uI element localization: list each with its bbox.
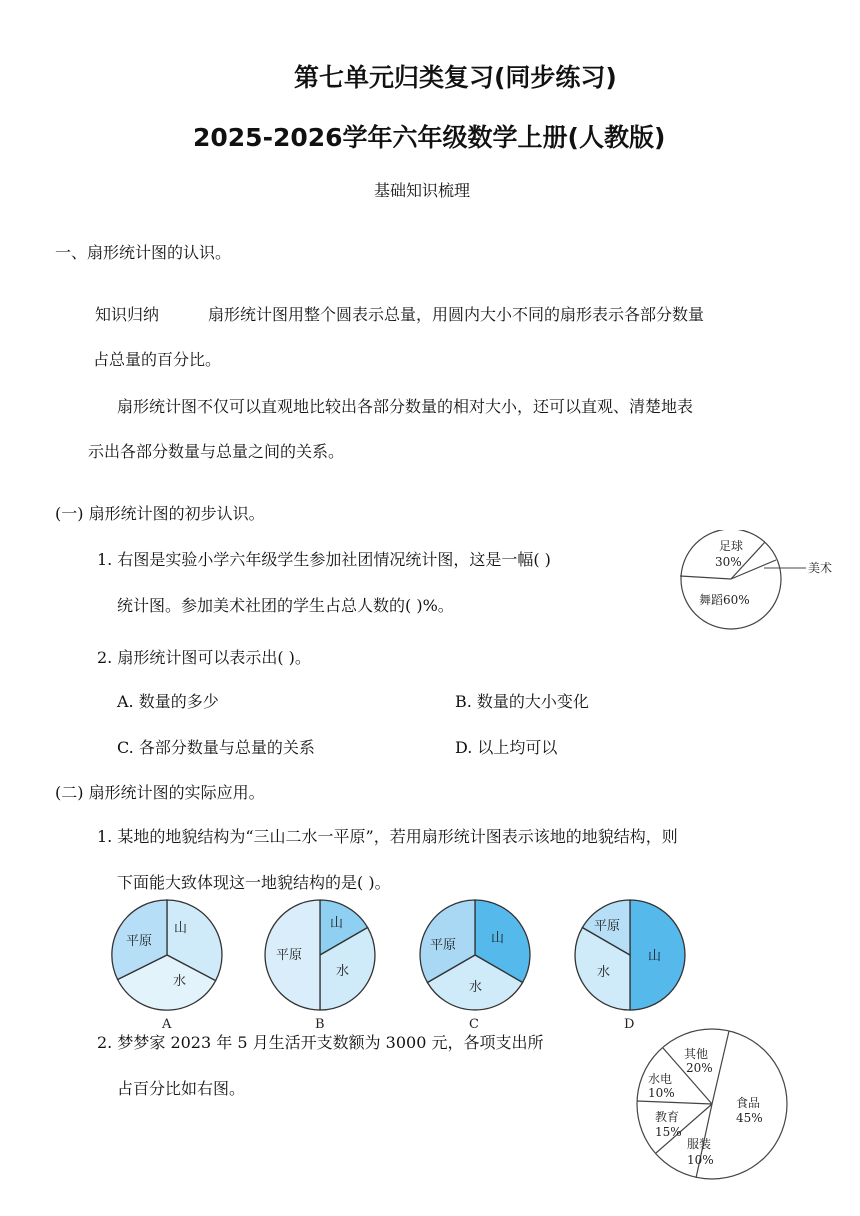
expense-pie-chart xyxy=(630,1025,830,1181)
question-text: 占百分比如右图。 xyxy=(117,1079,246,1098)
page-title-line1: 第七单元归类复习(同步练习) xyxy=(294,63,617,92)
club-pie-chart xyxy=(672,530,842,630)
pie-a-label-shan: 山 xyxy=(174,921,188,936)
expense-label-clothing-pct: 10% xyxy=(687,1153,714,1167)
expense-label-education: 教育 xyxy=(655,1110,680,1124)
terrain-pie-c xyxy=(420,900,530,1032)
pie-d-label-shan: 山 xyxy=(648,949,662,964)
expense-label-food: 食品 xyxy=(736,1096,761,1110)
question-text: 统计图。参加美术社团的学生占总人数的( )%。 xyxy=(117,596,454,615)
pie-b-label-shui: 水 xyxy=(336,964,350,979)
pie-b-label-pingyuan: 平原 xyxy=(276,948,303,963)
page-subtitle: 基础知识梳理 xyxy=(374,181,471,200)
club-pie-label-football: 足球 xyxy=(719,539,744,553)
knowledge-text: 占总量的百分比。 xyxy=(93,350,222,369)
expense-label-other: 其他 xyxy=(684,1047,709,1061)
option-c: C. 各部分数量与总量的关系 xyxy=(117,738,315,757)
terrain-pies xyxy=(100,892,700,1034)
part-heading: (二) 扇形统计图的实际应用。 xyxy=(55,783,265,802)
knowledge-text: 示出各部分数量与总量之间的关系。 xyxy=(88,442,345,461)
pie-a-label-shui: 水 xyxy=(173,974,187,989)
question-text: 1. 某地的地貌结构为“三山二水一平原”，若用扇形统计图表示该地的地貌结构，则 xyxy=(97,827,678,846)
expense-label-other-pct: 20% xyxy=(686,1061,713,1075)
question-text: 下面能大致体现这一地貌结构的是( )。 xyxy=(117,873,391,892)
page-title-line2: 2025-2026学年六年级数学上册(人教版) xyxy=(193,123,666,152)
pie-c-caption: C xyxy=(469,1017,479,1032)
question-text: 2. 梦梦家 2023 年 5 月生活开支数额为 3000 元，各项支出所 xyxy=(97,1033,544,1052)
section-heading: 一、扇形统计图的认识。 xyxy=(55,243,232,262)
option-b: B. 数量的大小变化 xyxy=(455,692,589,711)
expense-label-clothing: 服装 xyxy=(687,1137,712,1151)
pie-c-label-shan: 山 xyxy=(491,931,505,946)
pie-b-label-shan: 山 xyxy=(330,916,344,931)
option-a: A. 数量的多少 xyxy=(117,692,219,711)
expense-label-utility: 水电 xyxy=(648,1072,673,1086)
pie-a-caption: A xyxy=(162,1017,172,1032)
part-heading: (一) 扇形统计图的初步认识。 xyxy=(55,504,265,523)
club-pie-label-football-pct: 30% xyxy=(715,555,742,569)
club-pie-label-dance: 舞蹈60% xyxy=(699,593,750,607)
pie-c-label-shui: 水 xyxy=(469,980,483,995)
expense-label-education-pct: 15% xyxy=(655,1125,682,1139)
question-text: 2. 扇形统计图可以表示出( )。 xyxy=(97,648,311,667)
knowledge-text: 扇形统计图不仅可以直观地比较出各部分数量的相对大小，还可以直观、清楚地表 xyxy=(117,397,694,416)
option-d: D. 以上均可以 xyxy=(455,738,558,757)
pie-c-label-pingyuan: 平原 xyxy=(430,938,457,953)
knowledge-label: 知识归纳 xyxy=(95,305,160,324)
terrain-pie-a xyxy=(112,900,222,1032)
pie-d-caption: D xyxy=(624,1017,635,1032)
terrain-pie-b xyxy=(265,900,375,1032)
pie-d-label-shui: 水 xyxy=(597,965,611,980)
question-text: 1. 右图是实验小学六年级学生参加社团情况统计图，这是一幅( ) xyxy=(97,550,551,569)
knowledge-text: 扇形统计图用整个圆表示总量，用圆内大小不同的扇形表示各部分数量 xyxy=(208,305,705,324)
pie-a-label-pingyuan: 平原 xyxy=(126,934,153,949)
pie-b-caption: B xyxy=(315,1017,325,1032)
terrain-pie-d xyxy=(575,900,685,1032)
expense-label-food-pct: 45% xyxy=(736,1111,763,1125)
pie-d-label-pingyuan: 平原 xyxy=(594,919,621,934)
club-pie-label-art: 美术 xyxy=(808,561,833,575)
expense-label-utility-pct: 10% xyxy=(648,1086,675,1100)
